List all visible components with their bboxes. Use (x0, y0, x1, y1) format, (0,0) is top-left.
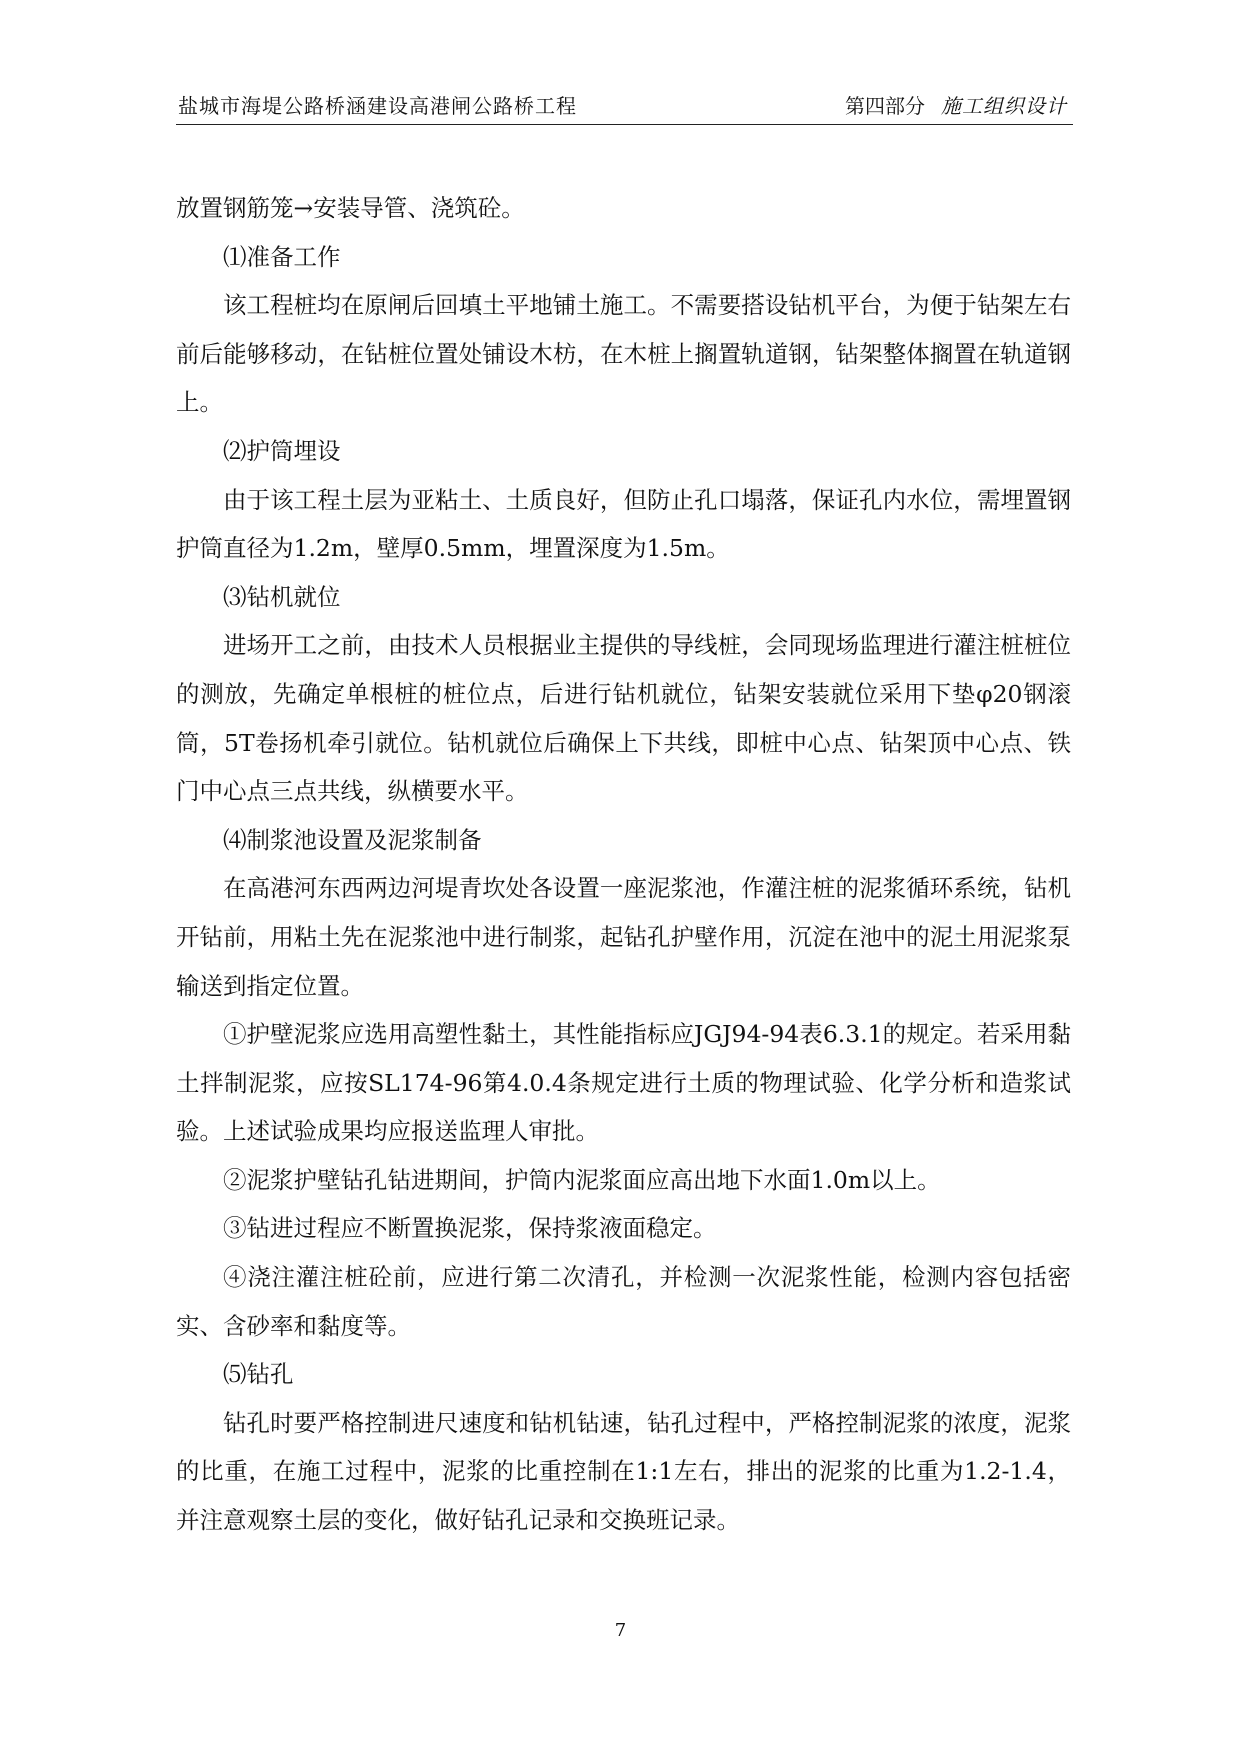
list-item: ②泥浆护壁钻孔钻进期间，护筒内泥浆面应高出地下水面1.0m以上。 (223, 1165, 941, 1194)
section-label (845, 90, 1067, 119)
subheading-preparation: ⑴准备工作 (223, 242, 341, 271)
section-title: 施工组织设计 (941, 94, 1067, 118)
list-item: ④浇注灌注桩砼前，应进行第二次清孔，并检测一次泥浆性能，检测内容包括密实、含砂率和黏度等。 (176, 1263, 1071, 1340)
page-header (176, 84, 1073, 125)
list-item: ①护壁泥浆应选用高塑性黏土，其性能指标应JGJ94-94表6.3.1的规定。若采用黏土拌制泥浆，应按SL174-96第4.0.4条规定进行土质的物理试验、化学分析和造浆试验。上述试验成果均应报送监理人审批。 (176, 1020, 1071, 1146)
subheading-casing: ⑵护筒埋设 (223, 436, 341, 465)
paragraph: 进场开工之前，由技术人员根据业主提供的导线桩，会同现场监理进行灌注桩桩位的测放，先确定单根桩的桩位点，后进行钻机就位，钻架安装就位采用下垫φ20钢滚筒，5T卷扬机牵引就位。钻机就位后确保上下共线，即桩中心点、钻架顶中心点、铁门中心点三点共线，纵横要水平。 (176, 631, 1071, 806)
paragraph: 由于该工程土层为亚粘土、土质良好，但防止孔口塌落，保证孔内水位，需埋置钢护筒直径为1.2m，壁厚0.5mm，埋置深度为1.5m。 (176, 485, 1071, 563)
part-label: 第四部分 (845, 94, 925, 118)
body-text (176, 184, 1071, 1545)
paragraph: 放置钢筋笼→安装导管、浇筑砼。 (176, 194, 525, 222)
paragraph: 钻孔时要严格控制进尺速度和钻机钻速，钻孔过程中，严格控制泥浆的浓度，泥浆的比重，在施工过程中，泥浆的比重控制在1:1左右，排出的泥浆的比重为1.2-1.4，并注意观察土层的变化，做好钻孔记录和交换班记录。 (176, 1408, 1071, 1535)
subheading-drilling: ⑸钻孔 (223, 1360, 294, 1389)
subheading-slurry-pool: ⑷制浆池设置及泥浆制备 (223, 825, 482, 854)
paragraph: 该工程桩均在原闸后回填土平地铺土施工。不需要搭设钻机平台，为便于钻架左右前后能够移动，在钻桩位置处铺设木枋，在木桩上搁置轨道钢，钻架整体搁置在轨道钢上。 (176, 291, 1071, 417)
list-item: ③钻进过程应不断置换泥浆，保持浆液面稳定。 (223, 1214, 717, 1243)
page-number: 7 (614, 1620, 627, 1641)
subheading-rig-positioning: ⑶钻机就位 (223, 582, 341, 611)
paragraph: 在高港河东西两边河堤青坎处各设置一座泥浆池，作灌注桩的泥浆循环系统，钻机开钻前，用粘土先在泥浆池中进行制浆，起钻孔护壁作用，沉淀在池中的泥土用泥浆泵输送到指定位置。 (176, 874, 1071, 1000)
document-title: 盐城市海堤公路桥涵建设高港闸公路桥工程 (178, 94, 577, 118)
